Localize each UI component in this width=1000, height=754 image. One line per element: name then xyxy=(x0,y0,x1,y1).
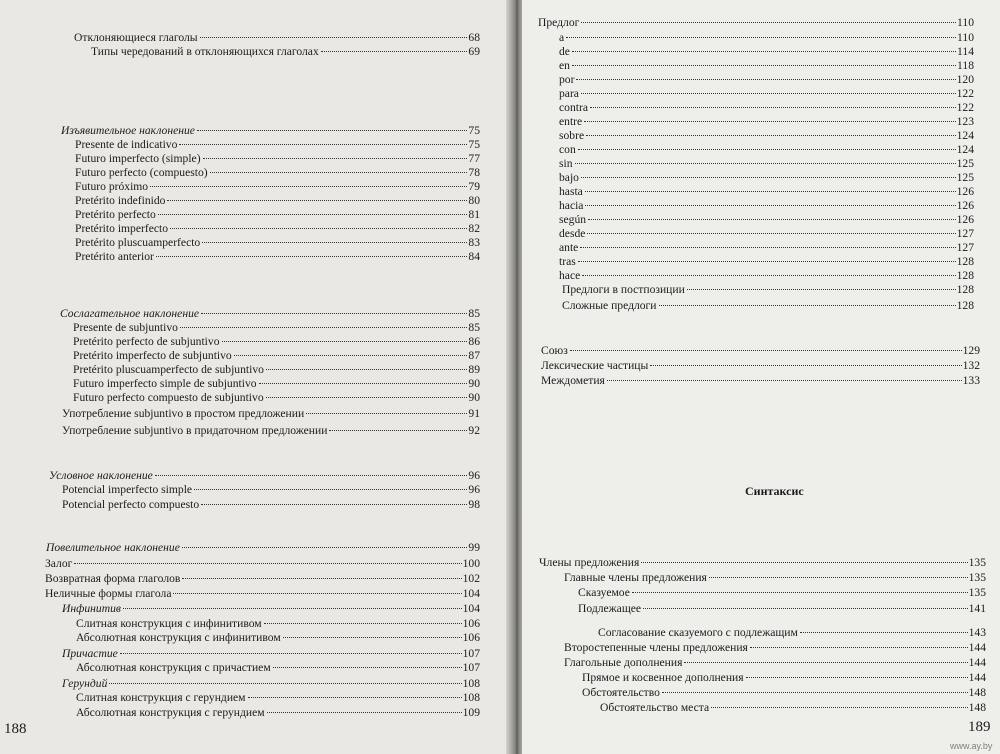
toc-entry[interactable] xyxy=(559,185,974,199)
toc-entry[interactable] xyxy=(559,73,974,87)
toc-entry[interactable] xyxy=(75,236,480,250)
toc-entry-page: 129 xyxy=(962,344,980,357)
dot-leader xyxy=(120,653,462,654)
toc-entry-page: 122 xyxy=(956,101,974,114)
toc-entry[interactable] xyxy=(559,269,974,283)
dot-leader xyxy=(180,327,467,328)
dot-leader xyxy=(201,504,467,505)
toc-entry[interactable] xyxy=(559,45,974,59)
toc-entry-page: 77 xyxy=(468,152,480,165)
toc-entry-page: 106 xyxy=(462,631,480,644)
toc-entry-label: Обстоятельство места xyxy=(600,701,710,714)
toc-entry-label: Инфинитив xyxy=(62,602,121,615)
dot-leader xyxy=(150,186,467,187)
toc-entry[interactable] xyxy=(538,16,974,30)
toc-entry[interactable] xyxy=(61,124,480,138)
toc-entry-label: Лексические частицы xyxy=(541,359,649,372)
dot-leader xyxy=(283,637,462,638)
toc-entry-label: para xyxy=(559,87,579,100)
toc-entry[interactable] xyxy=(564,571,986,585)
toc-entry-page: 148 xyxy=(968,701,986,714)
toc-entry-label: con xyxy=(559,143,576,156)
toc-entry-page: 90 xyxy=(468,391,480,404)
toc-entry-label: según xyxy=(559,213,587,226)
toc-entry[interactable] xyxy=(598,626,986,640)
toc-entry-page: 90 xyxy=(468,377,480,390)
toc-entry[interactable] xyxy=(562,283,974,297)
toc-entry-label: Presente de subjuntivo xyxy=(73,321,178,334)
dot-leader xyxy=(711,707,968,708)
toc-entry-label: Futuro imperfecto simple de subjuntivo xyxy=(73,377,257,390)
toc-entry[interactable] xyxy=(559,143,974,157)
toc-entry-label: Причастие xyxy=(62,647,118,660)
dot-leader xyxy=(587,233,955,234)
toc-entry-page: 126 xyxy=(956,213,974,226)
toc-entry-page: 132 xyxy=(962,359,980,372)
dot-leader xyxy=(572,65,956,66)
toc-entry-label: Возвратная форма глаголов xyxy=(45,572,181,585)
toc-entry-label: Условное наклонение xyxy=(49,469,153,482)
toc-entry[interactable] xyxy=(73,349,480,363)
toc-entry-page: 122 xyxy=(956,87,974,100)
dot-leader xyxy=(194,489,467,490)
toc-entry[interactable] xyxy=(559,31,974,45)
toc-entry-page: 75 xyxy=(468,124,480,137)
toc-entry[interactable] xyxy=(559,171,974,185)
dot-leader xyxy=(750,647,968,648)
dot-leader xyxy=(684,662,967,663)
toc-entry-label: Pretérito perfecto xyxy=(75,208,156,221)
toc-entry-label: Предлог xyxy=(538,16,580,29)
toc-entry[interactable] xyxy=(559,87,974,101)
dot-leader xyxy=(202,242,467,243)
dot-leader xyxy=(570,350,962,351)
toc-entry[interactable] xyxy=(582,686,986,700)
dot-leader xyxy=(586,135,955,136)
dot-leader xyxy=(321,51,468,52)
toc-entry-label: de xyxy=(559,45,570,58)
toc-entry-label: desde xyxy=(559,227,586,240)
dot-leader xyxy=(576,79,955,80)
toc-entry-page: 79 xyxy=(468,180,480,193)
toc-entry-label: Главные члены предложения xyxy=(564,571,707,584)
toc-entry-page: 107 xyxy=(462,647,480,660)
toc-entry[interactable] xyxy=(75,166,480,180)
toc-entry-page: 123 xyxy=(956,115,974,128)
toc-entry[interactable] xyxy=(559,255,974,269)
toc-entry[interactable] xyxy=(45,557,480,571)
toc-entry[interactable] xyxy=(559,227,974,241)
toc-entry-label: Pretérito imperfecto de subjuntivo xyxy=(73,349,232,362)
toc-entry-page: 89 xyxy=(468,363,480,376)
toc-entry-label: Futuro perfecto (compuesto) xyxy=(75,166,208,179)
dot-leader xyxy=(580,247,955,248)
toc-entry-page: 120 xyxy=(956,73,974,86)
toc-entry[interactable] xyxy=(559,213,974,227)
toc-entry-label: Согласование сказуемого с подлежащим xyxy=(598,626,798,639)
toc-entry[interactable] xyxy=(76,706,480,720)
toc-entry[interactable] xyxy=(62,647,480,661)
toc-entry-page: 87 xyxy=(468,349,480,362)
page-number: 189 xyxy=(968,719,991,735)
dot-leader xyxy=(173,593,461,594)
toc-entry-label: Повелительное наклонение xyxy=(46,541,180,554)
toc-entry[interactable] xyxy=(75,138,480,152)
dot-leader xyxy=(266,397,468,398)
toc-entry-page: 124 xyxy=(956,129,974,142)
dot-leader xyxy=(588,219,956,220)
toc-entry[interactable] xyxy=(49,469,480,483)
dot-leader xyxy=(585,191,956,192)
toc-entry-label: Глагольные дополнения xyxy=(564,656,683,669)
toc-entry-label: Pretérito imperfecto xyxy=(75,222,169,235)
dot-leader xyxy=(156,256,468,257)
dot-leader xyxy=(578,261,956,262)
dot-leader xyxy=(182,578,461,579)
toc-entry[interactable] xyxy=(539,556,986,570)
toc-entry-page: 102 xyxy=(462,572,480,585)
dot-leader xyxy=(248,697,462,698)
section-heading: Синтаксис xyxy=(745,484,804,498)
toc-entry-page: 104 xyxy=(462,587,480,600)
toc-entry[interactable] xyxy=(578,586,986,600)
dot-leader xyxy=(123,608,462,609)
toc-entry[interactable] xyxy=(559,129,974,143)
toc-entry-label: hasta xyxy=(559,185,583,198)
toc-entry-label: Употребление subjuntivo в простом предложении xyxy=(62,407,305,420)
dot-leader xyxy=(210,172,468,173)
toc-entry-label: sin xyxy=(559,157,573,170)
toc-entry[interactable] xyxy=(559,157,974,171)
toc-entry-label: Сослагательное наклонение xyxy=(60,307,200,320)
dot-leader xyxy=(662,692,968,693)
toc-entry-page: 144 xyxy=(968,671,986,684)
dot-leader xyxy=(179,144,467,145)
toc-entry-page: 107 xyxy=(462,661,480,674)
toc-entry[interactable] xyxy=(76,617,480,631)
dot-leader xyxy=(109,683,461,684)
toc-entry[interactable] xyxy=(76,631,480,645)
toc-entry-label: Pretérito anterior xyxy=(75,250,154,263)
toc-entry-label: Pretérito pluscuamperfecto xyxy=(75,236,201,249)
dot-leader xyxy=(687,289,956,290)
toc-entry-label: Слитная конструкция с герундием xyxy=(76,691,246,704)
dot-leader xyxy=(581,93,956,94)
dot-leader xyxy=(155,475,468,476)
dot-leader xyxy=(74,563,461,564)
toc-entry-page: 128 xyxy=(956,283,974,296)
toc-entry-page: 135 xyxy=(968,556,986,569)
toc-entry-label: Союз xyxy=(541,344,568,357)
dot-leader xyxy=(273,667,462,668)
toc-entry[interactable] xyxy=(75,180,480,194)
toc-entry-label: Абсолютная конструкция с инфинитивом xyxy=(76,631,281,644)
toc-entry[interactable] xyxy=(91,45,480,59)
dot-leader xyxy=(643,608,968,609)
dot-leader xyxy=(234,355,468,356)
dot-leader xyxy=(203,158,468,159)
toc-entry[interactable] xyxy=(564,656,986,670)
toc-entry-label: Неличные формы глагола xyxy=(45,587,172,600)
toc-entry-label: sobre xyxy=(559,129,585,142)
toc-entry-label: a xyxy=(559,31,565,44)
toc-entry[interactable] xyxy=(578,602,986,616)
toc-entry-label: Прямое и косвенное дополнения xyxy=(582,671,744,684)
toc-entry-page: 104 xyxy=(462,602,480,615)
dot-leader xyxy=(650,365,961,366)
toc-entry[interactable] xyxy=(541,359,980,373)
toc-entry-page: 83 xyxy=(468,236,480,249)
toc-entry-page: 68 xyxy=(468,31,480,44)
toc-entry-label: tras xyxy=(559,255,576,268)
dot-leader xyxy=(581,177,956,178)
toc-entry[interactable] xyxy=(73,335,480,349)
toc-entry[interactable] xyxy=(541,344,980,358)
toc-entry[interactable] xyxy=(60,307,480,321)
toc-entry[interactable] xyxy=(559,101,974,115)
toc-entry-page: 144 xyxy=(968,641,986,654)
toc-entry-page: 85 xyxy=(468,307,480,320)
toc-entry-page: 128 xyxy=(956,299,974,312)
toc-entry[interactable] xyxy=(73,391,480,405)
toc-entry-page: 144 xyxy=(968,656,986,669)
toc-entry-page: 96 xyxy=(468,469,480,482)
dot-leader xyxy=(182,547,468,548)
toc-entry-label: Члены предложения xyxy=(539,556,640,569)
toc-entry[interactable] xyxy=(564,641,986,655)
toc-entry-page: 99 xyxy=(468,541,480,554)
toc-entry-label: Залог xyxy=(45,557,73,570)
toc-entry-label: contra xyxy=(559,101,588,114)
toc-entry[interactable] xyxy=(76,691,480,705)
toc-entry-label: Второстепенные члены предложения xyxy=(564,641,748,654)
toc-entry-label: hace xyxy=(559,269,581,282)
toc-entry-page: 78 xyxy=(468,166,480,179)
toc-entry-page: 127 xyxy=(956,227,974,240)
dot-leader xyxy=(200,37,468,38)
toc-entry-page: 125 xyxy=(956,157,974,170)
toc-entry[interactable] xyxy=(559,115,974,129)
toc-entry-label: Сказуемое xyxy=(578,586,630,599)
toc-entry-label: Абсолютная конструкция с герундием xyxy=(76,706,265,719)
toc-entry-label: ante xyxy=(559,241,579,254)
toc-entry-page: 98 xyxy=(468,498,480,511)
toc-entry[interactable] xyxy=(46,541,480,555)
toc-entry[interactable] xyxy=(582,671,986,685)
page-number: 188 xyxy=(4,721,27,737)
toc-entry-label: Употребление subjuntivo в придаточном предложении xyxy=(62,424,328,437)
toc-entry[interactable] xyxy=(559,199,974,213)
toc-entry-page: 85 xyxy=(468,321,480,334)
toc-entry-page: 106 xyxy=(462,617,480,630)
dot-leader xyxy=(581,22,956,23)
toc-entry-page: 125 xyxy=(956,171,974,184)
toc-entry-label: Изъявительное наклонение xyxy=(61,124,195,137)
dot-leader xyxy=(266,369,467,370)
toc-entry-page: 135 xyxy=(968,586,986,599)
dot-leader xyxy=(746,677,968,678)
toc-entry-page: 124 xyxy=(956,143,974,156)
toc-entry-label: Potencial imperfecto simple xyxy=(62,483,193,496)
toc-entry[interactable] xyxy=(75,222,480,236)
right-page xyxy=(522,0,1000,754)
dot-leader xyxy=(259,383,468,384)
dot-leader xyxy=(267,712,462,713)
toc-entry-label: Futuro imperfecto (simple) xyxy=(75,152,201,165)
toc-entry-page: 109 xyxy=(462,706,480,719)
toc-entry-page: 135 xyxy=(968,571,986,584)
toc-entry-page: 133 xyxy=(962,374,980,387)
toc-entry[interactable] xyxy=(62,407,480,421)
toc-entry-label: Pretérito pluscuamperfecto de subjuntivo xyxy=(73,363,264,376)
toc-entry-label: Pretérito indefinido xyxy=(75,194,166,207)
toc-entry-page: 84 xyxy=(468,250,480,263)
toc-entry[interactable] xyxy=(75,194,480,208)
dot-leader xyxy=(222,341,468,342)
dot-leader xyxy=(197,130,467,131)
dot-leader xyxy=(800,632,968,633)
toc-entry-label: Абсолютная конструкция с причастием xyxy=(76,661,271,674)
toc-entry-page: 128 xyxy=(956,255,974,268)
toc-entry[interactable] xyxy=(62,498,480,512)
toc-entry-label: en xyxy=(559,59,570,72)
dot-leader xyxy=(590,107,956,108)
toc-entry-label: Предлоги в постпозиции xyxy=(562,283,685,296)
toc-entry-page: 82 xyxy=(468,222,480,235)
toc-entry-page: 108 xyxy=(462,691,480,704)
toc-entry[interactable] xyxy=(74,31,480,45)
toc-entry-page: 100 xyxy=(462,557,480,570)
dot-leader xyxy=(641,562,967,563)
toc-entry-page: 96 xyxy=(468,483,480,496)
toc-entry-label: Сложные предлоги xyxy=(562,299,657,312)
toc-entry[interactable] xyxy=(541,374,980,388)
toc-entry[interactable] xyxy=(62,483,480,497)
dot-leader xyxy=(167,200,467,201)
dot-leader xyxy=(158,214,468,215)
dot-leader xyxy=(201,313,467,314)
dot-leader xyxy=(306,413,467,414)
dot-leader xyxy=(632,592,968,593)
toc-entry[interactable] xyxy=(73,377,480,391)
toc-entry-label: Междометия xyxy=(541,374,605,387)
dot-leader xyxy=(585,205,955,206)
dot-leader xyxy=(578,149,956,150)
toc-entry[interactable] xyxy=(76,661,480,675)
toc-entry[interactable] xyxy=(559,241,974,255)
toc-entry-label: por xyxy=(559,73,575,86)
toc-entry-page: 126 xyxy=(956,199,974,212)
toc-entry-label: Futuro perfecto compuesto de subjuntivo xyxy=(73,391,264,404)
dot-leader xyxy=(709,577,968,578)
toc-entry-label: Подлежащее xyxy=(578,602,642,615)
toc-entry-page: 110 xyxy=(957,31,974,44)
dot-leader xyxy=(607,380,962,381)
toc-entry[interactable] xyxy=(62,677,480,691)
toc-entry-page: 81 xyxy=(468,208,480,221)
toc-entry[interactable] xyxy=(73,321,480,335)
toc-entry-label: Futuro próximo xyxy=(75,180,149,193)
toc-entry-label: Potencial perfecto compuesto xyxy=(62,498,200,511)
toc-entry-label: Типы чередований в отклоняющихся глаголах xyxy=(91,45,319,58)
toc-entry-page: 92 xyxy=(468,424,480,437)
toc-entry[interactable] xyxy=(75,208,480,222)
toc-entry-label: Presente de indicativo xyxy=(75,138,178,151)
toc-entry-page: 75 xyxy=(468,138,480,151)
toc-entry-label: Слитная конструкция с инфинитивом xyxy=(76,617,262,630)
toc-entry-label: Pretérito perfecto de subjuntivo xyxy=(73,335,220,348)
toc-entry-page: 69 xyxy=(468,45,480,58)
toc-entry[interactable] xyxy=(62,602,480,616)
toc-entry-page: 118 xyxy=(957,59,974,72)
toc-entry[interactable] xyxy=(75,250,480,264)
toc-entry[interactable] xyxy=(62,424,480,438)
toc-entry-page: 110 xyxy=(957,16,974,29)
dot-leader xyxy=(659,305,956,306)
toc-entry-page: 143 xyxy=(968,626,986,639)
dot-leader xyxy=(264,623,462,624)
dot-leader xyxy=(572,51,956,52)
toc-entry-label: Герундий xyxy=(62,677,108,690)
toc-entry-label: entre xyxy=(559,115,583,128)
watermark: www.ay.by xyxy=(950,741,993,751)
toc-entry-label: bajo xyxy=(559,171,579,184)
dot-leader xyxy=(575,163,956,164)
toc-entry-label: Обстоятельство xyxy=(582,686,660,699)
dot-leader xyxy=(329,430,467,431)
toc-entry-page: 128 xyxy=(956,269,974,282)
toc-entry[interactable] xyxy=(45,572,480,586)
dot-leader xyxy=(566,37,956,38)
toc-entry-page: 91 xyxy=(468,407,480,420)
toc-entry[interactable] xyxy=(559,59,974,73)
toc-entry-page: 141 xyxy=(968,602,986,615)
toc-entry-page: 126 xyxy=(956,185,974,198)
toc-entry-label: Отклоняющиеся глаголы xyxy=(74,31,198,44)
toc-entry[interactable] xyxy=(45,587,480,601)
toc-entry-page: 86 xyxy=(468,335,480,348)
dot-leader xyxy=(584,121,955,122)
toc-entry-page: 108 xyxy=(462,677,480,690)
toc-entry[interactable] xyxy=(73,363,480,377)
dot-leader xyxy=(170,228,467,229)
toc-entry-page: 114 xyxy=(957,45,974,58)
dot-leader xyxy=(582,275,955,276)
toc-entry-label: hacia xyxy=(559,199,584,212)
toc-entry-page: 148 xyxy=(968,686,986,699)
toc-entry-page: 80 xyxy=(468,194,480,207)
toc-entry[interactable] xyxy=(75,152,480,166)
toc-entry[interactable] xyxy=(562,299,974,313)
toc-entry[interactable] xyxy=(600,701,986,715)
toc-entry-page: 127 xyxy=(956,241,974,254)
